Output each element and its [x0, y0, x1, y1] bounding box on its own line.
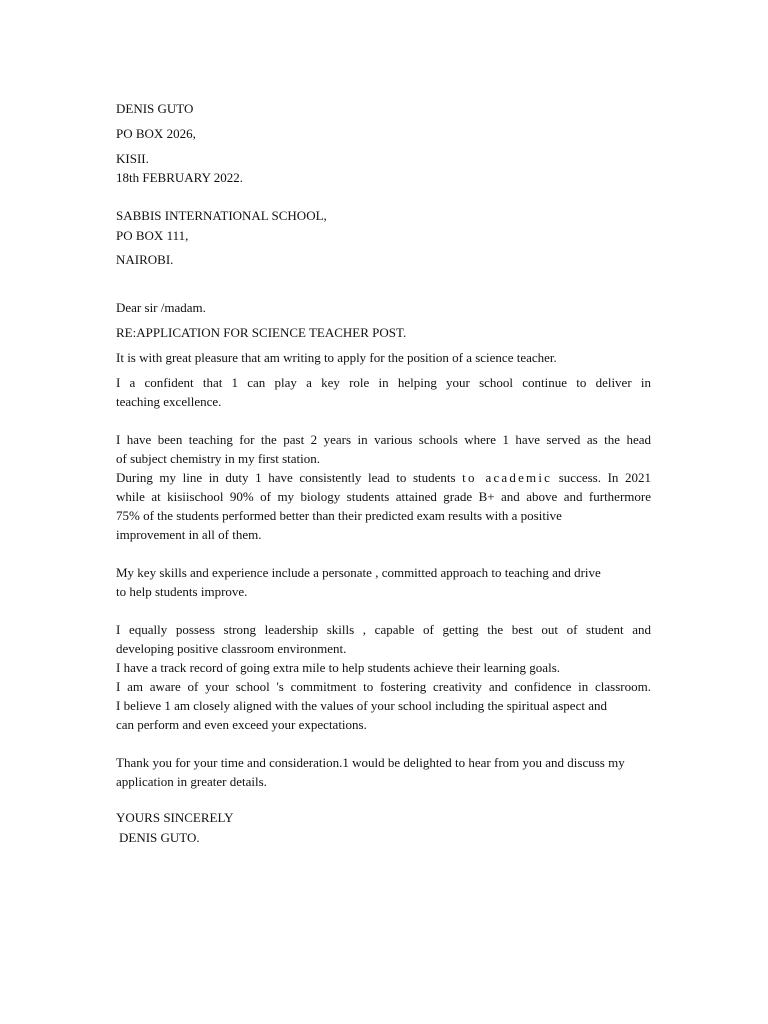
- paragraph-3-line-3-part-b: to academic: [462, 470, 553, 485]
- paragraph-4-line-1: My key skills and experience include a personate , committed approach to teaching and drive: [116, 565, 601, 580]
- paragraph-6-line-2: application in greater details.: [116, 774, 267, 789]
- paragraph-5-line-5: I believe 1 am closely aligned with the values of your school including the spiritual aspect and: [116, 698, 607, 713]
- sender-po-box: PO BOX 2026,: [116, 126, 196, 141]
- paragraph-3-line-4: while at kisiischool 90% of my biology students attained grade B+ and above and furthermore: [116, 489, 651, 504]
- paragraph-1: It is with great pleasure that am writing to apply for the position of a science teacher.: [116, 350, 557, 365]
- sender-name: DENIS GUTO: [116, 101, 194, 116]
- letter-date: 18th FEBRUARY 2022.: [116, 170, 244, 185]
- paragraph-3-line-3-part-a: During my line in duty 1 have consistently lead to students: [116, 470, 456, 485]
- sender-town: KISII.: [116, 151, 149, 166]
- valediction: YOURS SINCERELY: [116, 810, 234, 825]
- paragraph-5-line-4: I am aware of your school 's commitment to fostering creativity and confidence in classroom.: [116, 679, 651, 694]
- subject-line: RE:APPLICATION FOR SCIENCE TEACHER POST.: [116, 325, 407, 340]
- recipient-school: SABBIS INTERNATIONAL SCHOOL,: [116, 208, 327, 223]
- paragraph-2-line-1: I a confident that 1 can play a key role in helping your school continue to deliver in: [116, 375, 651, 390]
- paragraph-5-line-6: can perform and even exceed your expectations.: [116, 717, 367, 732]
- paragraph-5-line-2: developing positive classroom environment.: [116, 641, 347, 656]
- paragraph-4-line-2: to help students improve.: [116, 584, 248, 599]
- paragraph-3-line-5: 75% of the students performed better than their predicted exam results with a positive: [116, 508, 562, 523]
- recipient-po-box: PO BOX 111,: [116, 228, 189, 243]
- paragraph-3-line-3-part-c: success. In 2021: [558, 470, 651, 485]
- paragraph-3-line-3: [116, 470, 651, 485]
- paragraph-6-line-1: Thank you for your time and consideration.1 would be delighted to hear from you and discuss my: [116, 755, 625, 770]
- paragraph-3-line-2: of subject chemistry in my first station.: [116, 451, 320, 466]
- paragraph-3-line-6: improvement in all of them.: [116, 527, 262, 542]
- paragraph-2-line-2: teaching excellence.: [116, 394, 222, 409]
- salutation: Dear sir /madam.: [116, 300, 206, 315]
- paragraph-5-line-3: I have a track record of going extra mile to help students achieve their learning goals.: [116, 660, 560, 675]
- recipient-city: NAIROBI.: [116, 252, 174, 267]
- paragraph-5-line-1: I equally possess strong leadership skills , capable of getting the best out of student and: [116, 622, 651, 637]
- paragraph-3-line-1: I have been teaching for the past 2 years in various schools where 1 have served as the head: [116, 432, 651, 447]
- signature-name: DENIS GUTO.: [119, 830, 200, 845]
